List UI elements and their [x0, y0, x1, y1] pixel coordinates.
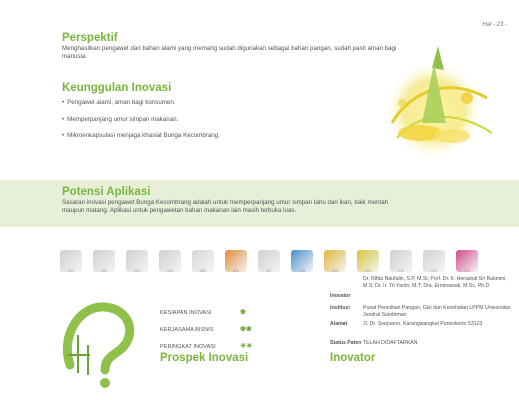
sector-icon: 003: [126, 250, 148, 272]
list-item: • Pengawet alami, aman bagi konsumen.: [62, 99, 362, 106]
keunggulan-list: [62, 99, 362, 149]
flower-illustration-icon: [372, 28, 502, 178]
alamat-label: Alamat: [330, 321, 348, 327]
inovasi-logo-icon: [60, 295, 140, 390]
inovator-heading: Inovator: [330, 352, 376, 364]
sector-icon: 008: [291, 250, 313, 272]
sector-icon: 001: [60, 250, 82, 272]
sector-icon: 005: [192, 250, 214, 272]
page-number: Hal - 23 -: [482, 22, 507, 28]
sector-icon: 006: [225, 250, 247, 272]
peringkat-label: PERINGKAT INOVASI: [160, 344, 216, 350]
prospek-heading: Prospek Inovasi: [160, 352, 249, 364]
alamat-value: Jl. Dr. Soeparno, Karangwangkal Purwokerto 53123: [363, 321, 483, 327]
keunggulan-heading: Keunggulan Inovasi: [62, 82, 172, 94]
sector-icon: 013: [456, 250, 478, 272]
perspektif-heading: Perspektif: [62, 32, 118, 44]
list-item: • Memperpanjang umur simpan makanan.: [62, 116, 362, 123]
kesiapan-label: KESIAPAN INOVASI: [160, 310, 212, 316]
potensi-heading: Potensi Aplikasi: [62, 186, 151, 198]
fire-icon: ☀☀: [240, 343, 253, 350]
list-item: • Mikroenkapsulasi menjaga khasiat Bunga Kecombrang.: [62, 132, 362, 139]
sector-icon: 007: [258, 250, 280, 272]
kerjasama-label: KERJASAMA BISNIS: [160, 327, 214, 333]
institusi-value: Pusat Penelitian Pangan, Gizi dan Kesehatan LPPM Universitas Jendral Soedirman: [363, 305, 511, 318]
sector-icon: 004: [159, 250, 181, 272]
potensi-text: Sasaran inovasi pengawet Bunga Kecombrang adalah untuk memperpanjang umur simpan tahu dan ikan, baik mentah maupun matang. Aplikasi untuk pengawetan bahan makanan lain masih terbuka luas.: [62, 199, 389, 214]
sector-icon: 012: [423, 250, 445, 272]
leaf-icon: ❀: [240, 309, 246, 316]
paten-label: Status Paten: [330, 340, 362, 346]
sector-icon: 002: [93, 250, 115, 272]
inovator-label: Inovator: [330, 293, 351, 299]
leaf-icon: ❀❀: [240, 326, 252, 333]
sector-icon: 009: [324, 250, 346, 272]
perspektif-text: Menghasilkan pengawet dari bahan alami yang memang sudah digunakan sebagai bahan pangan, sudah pasti aman bagi manusia.: [62, 45, 397, 61]
institusi-label: Institusi: [330, 305, 350, 311]
sector-icon-strip: [60, 250, 470, 276]
sector-icon: 010: [357, 250, 379, 272]
inovator-names: Dr. Rifda Naufalin, S.P, M.Si; Prof. Dr. Ir. Herastuti Sri Rukmini, M.S; Dr. Ir. Tri Yanto, M.T; Dra. Erminawati, M.Sc, Ph.D: [363, 276, 507, 289]
sector-icon: 011: [390, 250, 412, 272]
paten-value: TELAH DIDAFTARKAN: [363, 340, 418, 346]
